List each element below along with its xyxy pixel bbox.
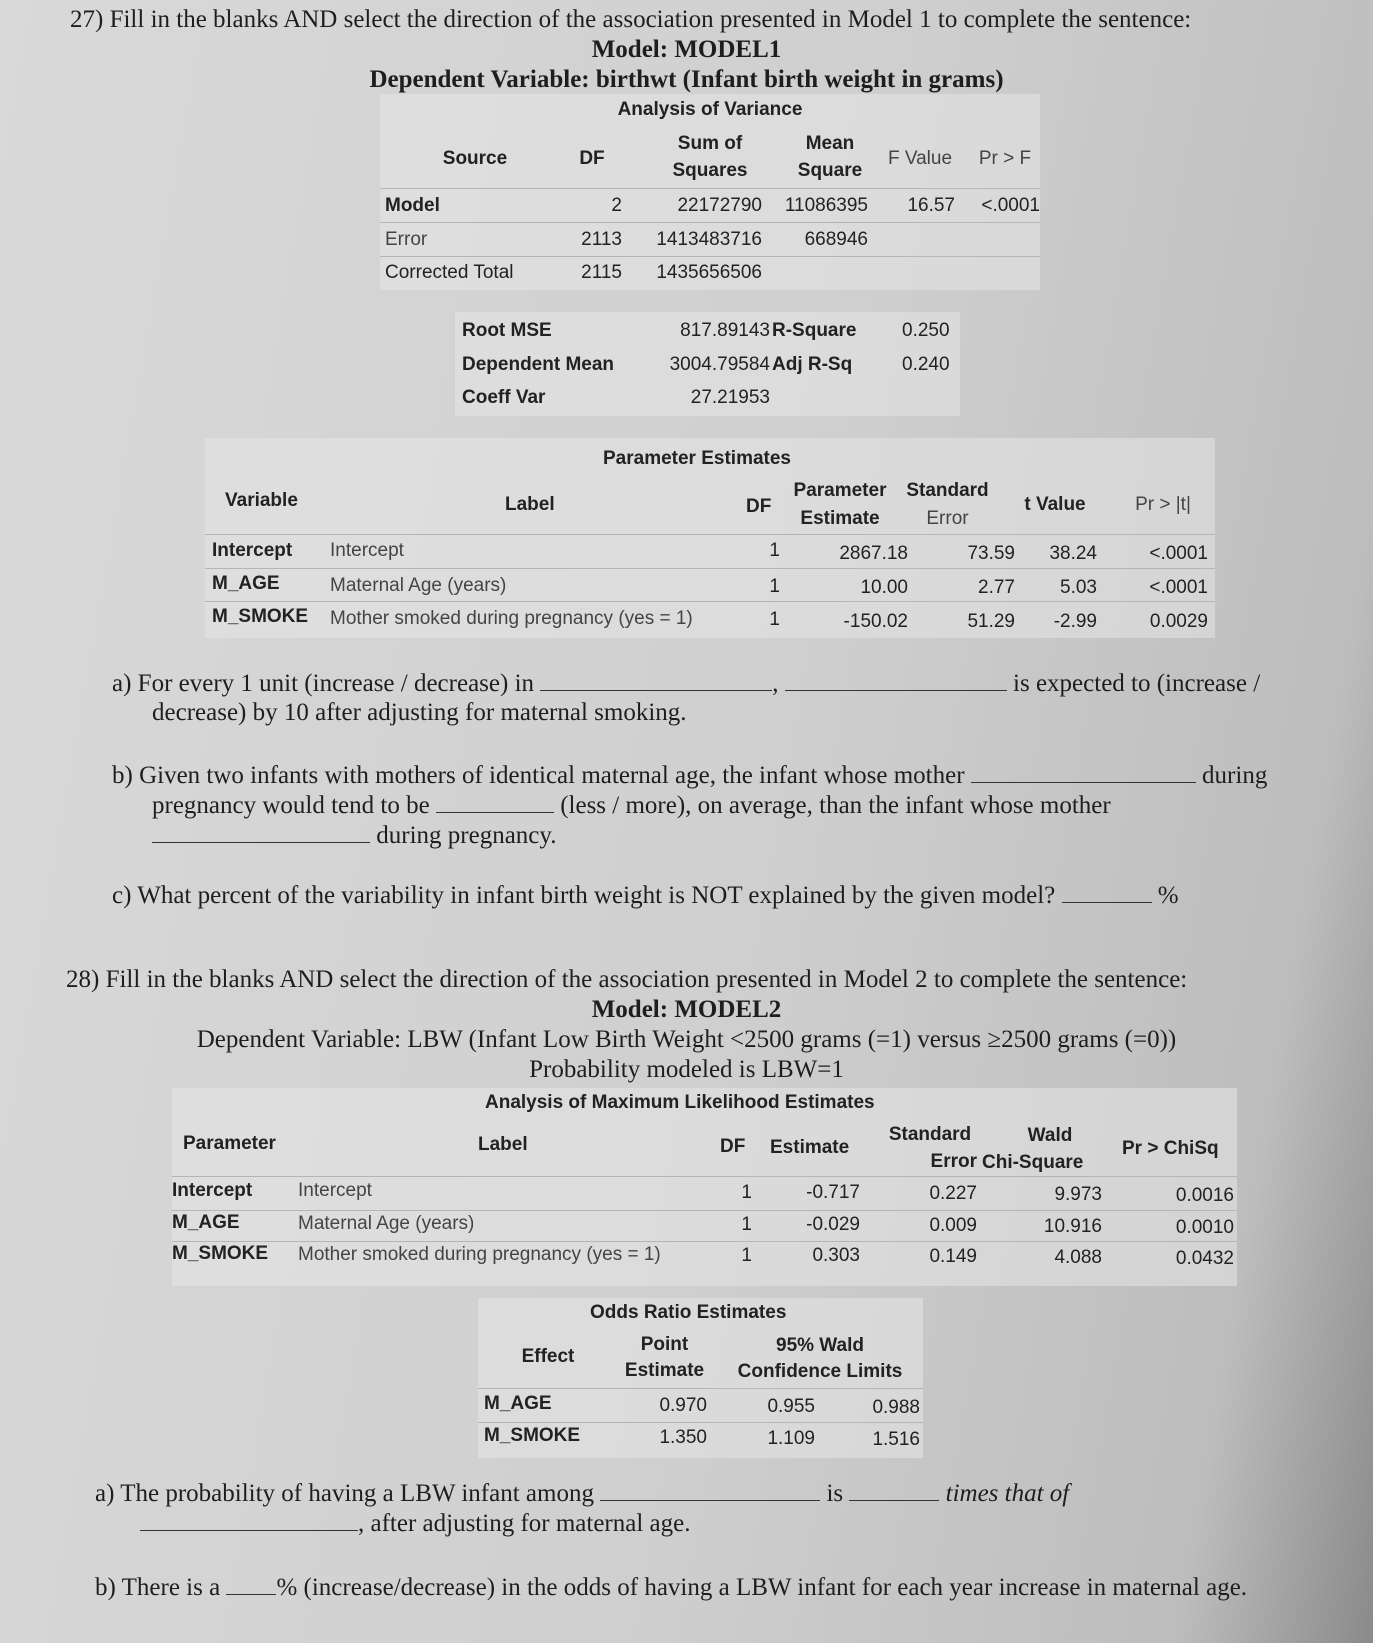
q28a-text-2: , after adjusting for maternal age. bbox=[358, 1510, 691, 1537]
model2-title: Model: MODEL2 bbox=[591, 996, 782, 1023]
anova-ss: 22172790 bbox=[677, 195, 762, 216]
q28a-text-1: a) The probability of having a LBW infant among bbox=[95, 1480, 594, 1507]
mle-header-se1: Standard bbox=[888, 1124, 972, 1145]
anova-header-ms2: Square bbox=[797, 160, 863, 181]
param-p: 0.0029 bbox=[1149, 611, 1208, 632]
mle-estimate: -0.029 bbox=[806, 1214, 860, 1235]
param-variable: Intercept bbox=[212, 540, 293, 561]
mle-label: Intercept bbox=[298, 1180, 372, 1201]
q27c-percent: % bbox=[1157, 882, 1179, 909]
q27a-text-1: a) For every 1 unit (increase / decrease) in bbox=[112, 670, 535, 697]
q28a-blank-1[interactable] bbox=[600, 1478, 820, 1501]
odds-header-pt1: Point bbox=[640, 1334, 689, 1355]
anova-header-df: DF bbox=[579, 148, 605, 169]
param-df: 1 bbox=[769, 540, 780, 561]
mle-wald: 9.973 bbox=[1054, 1184, 1102, 1205]
root-mse-label: Root MSE bbox=[462, 320, 552, 341]
param-header-label: Label bbox=[505, 494, 555, 515]
mle-wald: 10.916 bbox=[1043, 1216, 1102, 1237]
mle-df: 1 bbox=[741, 1182, 752, 1203]
param-se: 2.77 bbox=[978, 577, 1015, 598]
anova-ss: 1413483716 bbox=[656, 229, 762, 250]
mle-p: 0.0010 bbox=[1175, 1217, 1234, 1238]
q28b-text-2: % (increase/decrease) in the odds of having a LBW infant for each year increase in maternal age. bbox=[276, 1574, 1248, 1601]
mle-param: Intercept bbox=[172, 1180, 253, 1201]
q28a-blank-2[interactable] bbox=[849, 1478, 939, 1501]
mle-estimate: 0.303 bbox=[812, 1245, 860, 1266]
q27b-blank-3[interactable] bbox=[152, 820, 370, 843]
anova-source: Model bbox=[385, 195, 440, 216]
coeff-var-label: Coeff Var bbox=[462, 387, 546, 408]
anova-df: 2113 bbox=[581, 229, 622, 250]
param-p: <.0001 bbox=[1149, 543, 1208, 564]
q27b-line2 bbox=[152, 790, 1111, 820]
mle-param: M_AGE bbox=[172, 1212, 240, 1233]
q28-intro: 28) Fill in the blanks AND select the direction of the association presented in Model 2 to complete the sentence: bbox=[66, 966, 1188, 993]
anova-p: <.0001 bbox=[981, 195, 1040, 216]
param-df: 1 bbox=[769, 609, 780, 630]
q28a-is: is bbox=[826, 1480, 844, 1507]
dep-mean-value: 3004.79584 bbox=[669, 354, 770, 375]
mle-header-est: Estimate bbox=[770, 1137, 850, 1158]
anova-header-ss1: Sum of bbox=[677, 133, 743, 154]
anova-source: Corrected Total bbox=[385, 262, 514, 283]
root-mse-value: 817.89143 bbox=[680, 320, 770, 341]
mle-estimate: -0.717 bbox=[806, 1182, 860, 1203]
param-header-se1: Standard bbox=[906, 480, 989, 501]
q27a-blank-1[interactable] bbox=[540, 668, 772, 691]
anova-header-ms1: Mean bbox=[805, 133, 855, 154]
param-header-est1: Parameter bbox=[793, 480, 887, 501]
param-variable: M_SMOKE bbox=[212, 606, 309, 627]
model1-dependent-variable: Dependent Variable: birthwt (Infant birth weight in grams) bbox=[369, 66, 1004, 93]
mle-param: M_SMOKE bbox=[172, 1243, 269, 1264]
odds-header-effect: Effect bbox=[521, 1346, 575, 1367]
mle-header-p: Pr > ChiSq bbox=[1122, 1138, 1219, 1159]
q27b-text-3: pregnancy would tend to be bbox=[152, 792, 430, 819]
param-estimate: -150.02 bbox=[843, 611, 908, 632]
rsq-value: 0.250 bbox=[902, 320, 950, 341]
q28b-blank[interactable] bbox=[226, 1572, 276, 1595]
anova-df: 2115 bbox=[581, 262, 622, 283]
q27b-blank-2[interactable] bbox=[436, 790, 554, 813]
param-t: 38.24 bbox=[1049, 543, 1097, 564]
mle-p: 0.0432 bbox=[1175, 1248, 1234, 1269]
odds-title: Odds Ratio Estimates bbox=[590, 1302, 787, 1323]
param-header-est2: Estimate bbox=[800, 508, 880, 529]
anova-ms: 11086395 bbox=[784, 195, 868, 216]
model2-probability-modeled: Probability modeled is LBW=1 bbox=[529, 1056, 844, 1083]
q27b-text-4: (less / more), on average, than the infant whose mother bbox=[560, 792, 1111, 819]
mle-label: Maternal Age (years) bbox=[298, 1213, 475, 1234]
anova-header-ss2: Squares bbox=[672, 160, 748, 181]
param-header-df: DF bbox=[746, 496, 772, 517]
mle-header-df: DF bbox=[720, 1136, 746, 1157]
mle-title: Analysis of Maximum Likelihood Estimates bbox=[485, 1092, 875, 1113]
q28a-line1 bbox=[95, 1478, 1069, 1508]
odds-header-ci2: Confidence Limits bbox=[737, 1361, 903, 1382]
q27c-line bbox=[112, 880, 1179, 910]
param-estimate: 2867.18 bbox=[839, 543, 908, 564]
anova-header-source: Source bbox=[442, 148, 508, 169]
mle-se: 0.149 bbox=[929, 1246, 977, 1267]
anova-ss: 1435656506 bbox=[656, 262, 762, 283]
param-t: 5.03 bbox=[1060, 577, 1097, 598]
adjrsq-label: Adj R-Sq bbox=[772, 354, 853, 375]
param-header-p: Pr > |t| bbox=[1135, 494, 1191, 515]
q27b-blank-1[interactable] bbox=[971, 760, 1196, 783]
q28a-line2 bbox=[140, 1508, 691, 1538]
adjrsq-value: 0.240 bbox=[902, 354, 950, 375]
anova-source: Error bbox=[385, 229, 428, 250]
mle-header-label: Label bbox=[478, 1134, 528, 1155]
q27a-comma: , bbox=[772, 670, 779, 697]
q27a-text-2: is expected to (increase / bbox=[1013, 670, 1261, 697]
mle-wald: 4.088 bbox=[1054, 1247, 1102, 1268]
param-estimate: 10.00 bbox=[860, 577, 908, 598]
anova-header-p: Pr > F bbox=[978, 148, 1032, 169]
q27b-text-5: during pregnancy. bbox=[376, 822, 557, 849]
param-estimates-title: Parameter Estimates bbox=[603, 448, 791, 469]
q27b-line3 bbox=[152, 820, 557, 850]
param-label: Intercept bbox=[330, 540, 404, 561]
param-header-variable: Variable bbox=[225, 490, 298, 511]
mle-se: 0.227 bbox=[929, 1183, 977, 1204]
q27b-text-2: during bbox=[1202, 762, 1268, 789]
mle-label: Mother smoked during pregnancy (yes = 1) bbox=[298, 1244, 661, 1265]
odds-header-pt2: Estimate bbox=[624, 1360, 705, 1381]
q27-intro: 27) Fill in the blanks AND select the direction of the association presented in Model 1 to complete the sentence: bbox=[70, 6, 1192, 33]
odds-lower: 1.109 bbox=[767, 1428, 815, 1449]
param-se: 73.59 bbox=[967, 543, 1015, 564]
anova-df: 2 bbox=[611, 195, 622, 216]
rsq-label: R-Square bbox=[772, 320, 857, 341]
odds-header-ci1: 95% Wald bbox=[776, 1335, 864, 1356]
q28a-times: times that of bbox=[945, 1480, 1070, 1507]
anova-title: Analysis of Variance bbox=[617, 99, 803, 120]
mle-df: 1 bbox=[741, 1214, 752, 1235]
q27b-line1 bbox=[112, 760, 1267, 790]
mle-header-wald1: Wald bbox=[1027, 1125, 1073, 1146]
mle-header-param: Parameter bbox=[183, 1133, 276, 1154]
param-variable: M_AGE bbox=[212, 573, 280, 594]
param-t: -2.99 bbox=[1053, 611, 1097, 632]
odds-point: 0.970 bbox=[659, 1395, 707, 1416]
param-header-t: t Value bbox=[1024, 494, 1086, 515]
param-df: 1 bbox=[769, 576, 780, 597]
q27b-text-1: b) Given two infants with mothers of identical maternal age, the infant whose mother bbox=[112, 762, 965, 789]
param-label: Mother smoked during pregnancy (yes = 1) bbox=[330, 608, 693, 629]
odds-upper: 0.988 bbox=[872, 1397, 920, 1418]
model1-title: Model: MODEL1 bbox=[591, 36, 782, 63]
mle-header-se2: Error bbox=[930, 1151, 977, 1172]
param-header-se2: Error bbox=[926, 508, 969, 529]
odds-lower: 0.955 bbox=[767, 1396, 815, 1417]
q28a-blank-3[interactable] bbox=[140, 1508, 358, 1531]
odds-effect: M_AGE bbox=[484, 1393, 552, 1414]
q27a-line2: decrease) by 10 after adjusting for maternal smoking. bbox=[152, 699, 687, 726]
model2-dependent-variable: Dependent Variable: LBW (Infant Low Birth Weight <2500 grams (=1) versus ≥2500 grams (=0)) bbox=[196, 1026, 1177, 1053]
param-se: 51.29 bbox=[967, 611, 1015, 632]
mle-se: 0.009 bbox=[929, 1215, 977, 1236]
q27c-blank[interactable] bbox=[1062, 880, 1152, 903]
odds-effect: M_SMOKE bbox=[484, 1425, 581, 1446]
q28b-line bbox=[95, 1572, 1247, 1602]
anova-header-f: F Value bbox=[887, 148, 953, 169]
mle-header-wald2: Chi-Square bbox=[982, 1152, 1084, 1173]
q27a-blank-2[interactable] bbox=[785, 668, 1007, 691]
mle-df: 1 bbox=[741, 1245, 752, 1266]
odds-upper: 1.516 bbox=[872, 1429, 920, 1450]
coeff-var-value: 27.21953 bbox=[690, 387, 770, 408]
anova-f: 16.57 bbox=[907, 195, 955, 216]
param-label: Maternal Age (years) bbox=[330, 575, 507, 596]
q27a-line1 bbox=[112, 668, 1260, 698]
param-p: <.0001 bbox=[1149, 577, 1208, 598]
q28b-text-1: b) There is a bbox=[95, 1574, 221, 1601]
mle-p: 0.0016 bbox=[1175, 1185, 1234, 1206]
anova-panel bbox=[380, 94, 1040, 290]
q27c-text: c) What percent of the variability in infant birth weight is NOT explained by the given model? bbox=[112, 882, 1056, 909]
odds-point: 1.350 bbox=[659, 1427, 707, 1448]
anova-ms: 668946 bbox=[804, 229, 868, 250]
dep-mean-label: Dependent Mean bbox=[462, 354, 615, 375]
